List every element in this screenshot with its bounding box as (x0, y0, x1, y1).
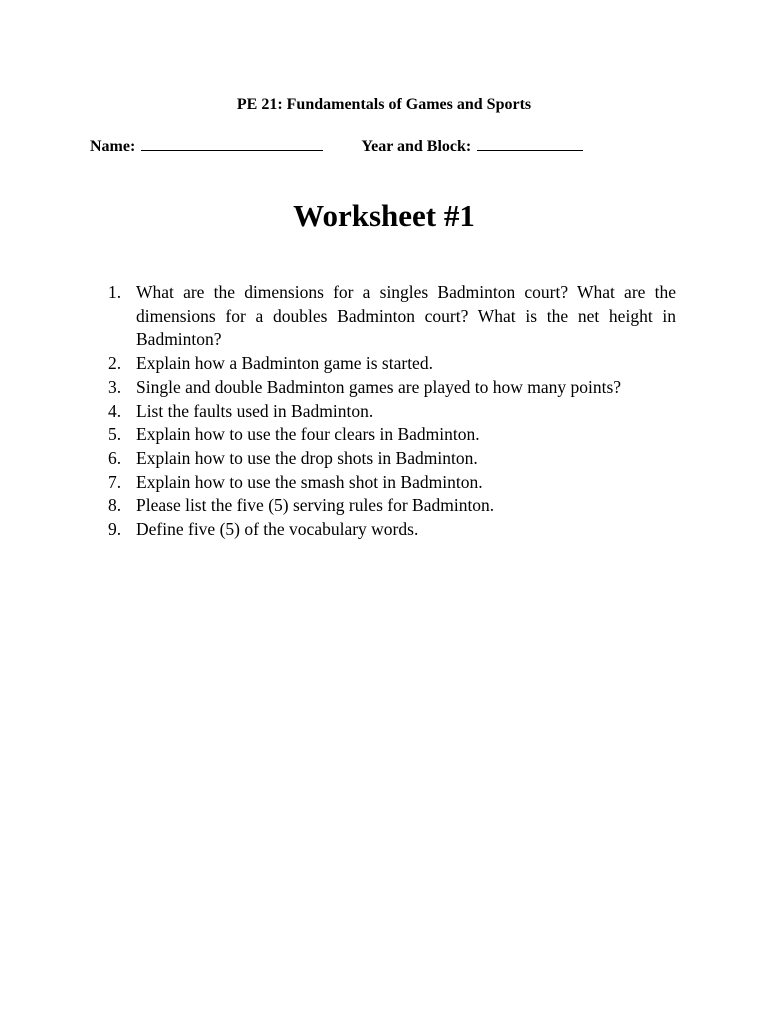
course-title: PE 21: Fundamentals of Games and Sports (236, 96, 532, 113)
question-number: 2. (108, 353, 122, 374)
question-text: Please list the five (5) serving rules for Badminton. (136, 495, 495, 516)
question-item (100, 423, 676, 447)
name-label: Name: (90, 138, 136, 155)
question-number: 8. (108, 495, 122, 516)
question-number: 5. (108, 424, 122, 445)
question-item (100, 518, 676, 542)
question-number: 4. (108, 400, 122, 421)
question-item (100, 494, 676, 518)
name-field (90, 136, 323, 157)
question-text: Explain how to use the smash shot in Badminton. (136, 471, 483, 492)
question-number: 3. (108, 376, 122, 397)
question-text: List the faults used in Badminton. (136, 400, 374, 421)
year-block-blank-line[interactable] (477, 136, 583, 151)
question-number: 9. (108, 519, 122, 540)
question-item (100, 281, 676, 352)
question-number: 1. (108, 282, 122, 302)
question-item (100, 352, 676, 376)
question-number: 7. (108, 471, 122, 492)
question-text: Define five (5) of the vocabulary words. (136, 519, 419, 540)
question-text: Explain how to use the drop shots in Badminton. (136, 447, 478, 468)
question-text: Explain how a Badminton game is started. (136, 353, 433, 374)
student-info-fields (90, 136, 583, 157)
year-block-label: Year and Block: (361, 138, 472, 155)
question-item (100, 376, 676, 400)
worksheet-title: Worksheet #1 (293, 198, 475, 233)
year-block-field (361, 136, 583, 157)
question-number: 6. (108, 447, 122, 468)
question-list (100, 281, 676, 542)
question-text: Single and double Badminton games are played to how many points? (136, 376, 622, 397)
question-item (100, 447, 676, 471)
question-text: Explain how to use the four clears in Badminton. (136, 424, 480, 445)
name-blank-line[interactable] (141, 136, 323, 151)
question-text: What are the dimensions for a singles Badminton court? What are the dimensions for a doubles Badminton court? What is the net height in Badminton? (136, 282, 676, 350)
question-item (100, 400, 676, 424)
question-item (100, 471, 676, 495)
